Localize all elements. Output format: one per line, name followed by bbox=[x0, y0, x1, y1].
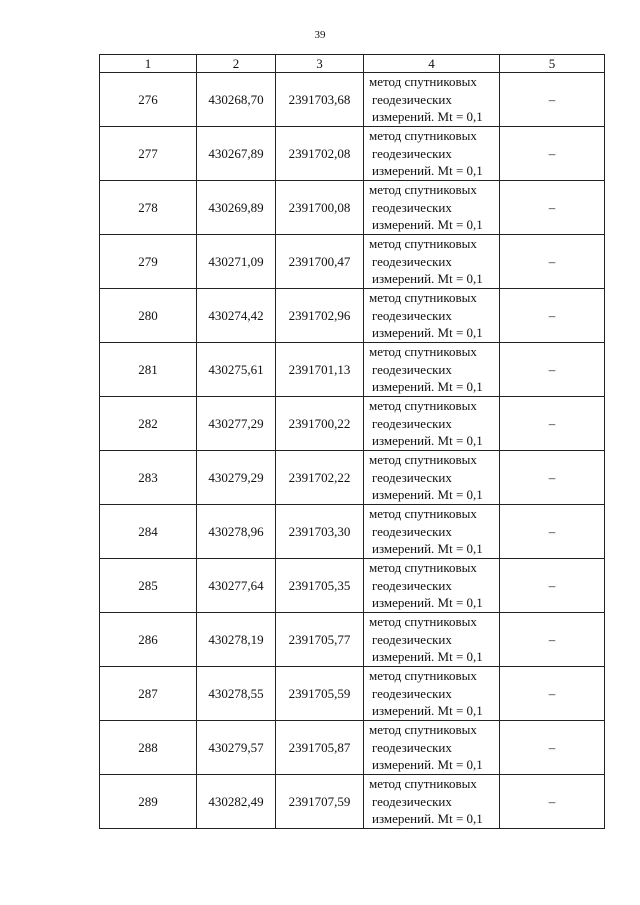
y-coordinate-cell: 2391702,08 bbox=[276, 127, 364, 181]
method-line: метод спутниковых bbox=[369, 236, 477, 252]
y-coordinate-cell: 2391705,87 bbox=[276, 721, 364, 775]
table-row bbox=[100, 73, 605, 127]
note-cell: – bbox=[500, 289, 605, 343]
column-header-1: 1 bbox=[100, 55, 197, 73]
y-coordinate-cell: 2391703,68 bbox=[276, 73, 364, 127]
x-coordinate-cell: 430282,49 bbox=[197, 775, 276, 829]
method-cell bbox=[364, 667, 500, 721]
note-cell: – bbox=[500, 721, 605, 775]
x-coordinate-cell: 430271,09 bbox=[197, 235, 276, 289]
x-coordinate-cell: 430279,29 bbox=[197, 451, 276, 505]
x-coordinate-cell: 430277,29 bbox=[197, 397, 276, 451]
method-line: геодезических bbox=[372, 253, 452, 269]
table-row bbox=[100, 559, 605, 613]
x-coordinate-cell: 430268,70 bbox=[197, 73, 276, 127]
method-line: геодезических bbox=[372, 577, 452, 593]
method-line: геодезических bbox=[372, 91, 452, 107]
table-row bbox=[100, 721, 605, 775]
y-coordinate-cell: 2391703,30 bbox=[276, 505, 364, 559]
method-line: геодезических bbox=[372, 739, 452, 755]
x-coordinate-cell: 430278,55 bbox=[197, 667, 276, 721]
method-line: геодезических bbox=[372, 361, 452, 377]
y-coordinate-cell: 2391705,59 bbox=[276, 667, 364, 721]
method-line: метод спутниковых bbox=[369, 614, 477, 630]
point-number-cell: 281 bbox=[100, 343, 197, 397]
method-cell bbox=[364, 505, 500, 559]
method-line: геодезических bbox=[372, 199, 452, 215]
x-coordinate-cell: 430275,61 bbox=[197, 343, 276, 397]
page-number: 39 bbox=[314, 29, 326, 41]
method-cell bbox=[364, 559, 500, 613]
method-line: измерений. Mt = 0,1 bbox=[372, 487, 483, 503]
note-cell: – bbox=[500, 613, 605, 667]
method-cell bbox=[364, 73, 500, 127]
method-line: измерений. Mt = 0,1 bbox=[372, 757, 483, 773]
point-number-cell: 284 bbox=[100, 505, 197, 559]
method-line: измерений. Mt = 0,1 bbox=[372, 163, 483, 179]
method-cell bbox=[364, 289, 500, 343]
point-number-cell: 288 bbox=[100, 721, 197, 775]
column-header-2: 2 bbox=[197, 55, 276, 73]
note-cell: – bbox=[500, 127, 605, 181]
method-line: геодезических bbox=[372, 523, 452, 539]
point-number-cell: 282 bbox=[100, 397, 197, 451]
table-row bbox=[100, 343, 605, 397]
note-cell: – bbox=[500, 775, 605, 829]
method-line: геодезических bbox=[372, 307, 452, 323]
method-cell bbox=[364, 181, 500, 235]
table-header-row bbox=[100, 55, 605, 73]
y-coordinate-cell: 2391702,96 bbox=[276, 289, 364, 343]
point-number-cell: 286 bbox=[100, 613, 197, 667]
method-cell bbox=[364, 721, 500, 775]
column-header-5: 5 bbox=[500, 55, 605, 73]
note-cell: – bbox=[500, 181, 605, 235]
point-number-cell: 280 bbox=[100, 289, 197, 343]
point-number-cell: 285 bbox=[100, 559, 197, 613]
method-line: метод спутниковых bbox=[369, 506, 477, 522]
coordinates-table bbox=[99, 54, 605, 829]
point-number-cell: 277 bbox=[100, 127, 197, 181]
note-cell: – bbox=[500, 667, 605, 721]
method-line: геодезических bbox=[372, 631, 452, 647]
method-line: геодезических bbox=[372, 793, 452, 809]
note-cell: – bbox=[500, 397, 605, 451]
method-cell bbox=[364, 343, 500, 397]
method-line: метод спутниковых bbox=[369, 344, 477, 360]
x-coordinate-cell: 430274,42 bbox=[197, 289, 276, 343]
method-line: измерений. Mt = 0,1 bbox=[372, 325, 483, 341]
note-cell: – bbox=[500, 559, 605, 613]
method-line: измерений. Mt = 0,1 bbox=[372, 271, 483, 287]
method-line: измерений. Mt = 0,1 bbox=[372, 541, 483, 557]
table-row bbox=[100, 775, 605, 829]
table-row bbox=[100, 235, 605, 289]
table-row bbox=[100, 451, 605, 505]
table-row bbox=[100, 127, 605, 181]
method-line: метод спутниковых bbox=[369, 668, 477, 684]
y-coordinate-cell: 2391700,08 bbox=[276, 181, 364, 235]
method-line: измерений. Mt = 0,1 bbox=[372, 703, 483, 719]
table-row bbox=[100, 289, 605, 343]
x-coordinate-cell: 430269,89 bbox=[197, 181, 276, 235]
y-coordinate-cell: 2391705,77 bbox=[276, 613, 364, 667]
method-line: метод спутниковых bbox=[369, 452, 477, 468]
method-cell bbox=[364, 775, 500, 829]
y-coordinate-cell: 2391700,47 bbox=[276, 235, 364, 289]
table-row bbox=[100, 397, 605, 451]
method-line: измерений. Mt = 0,1 bbox=[372, 649, 483, 665]
y-coordinate-cell: 2391700,22 bbox=[276, 397, 364, 451]
x-coordinate-cell: 430278,19 bbox=[197, 613, 276, 667]
method-line: измерений. Mt = 0,1 bbox=[372, 217, 483, 233]
method-cell bbox=[364, 397, 500, 451]
method-line: метод спутниковых bbox=[369, 182, 477, 198]
point-number-cell: 289 bbox=[100, 775, 197, 829]
column-header-4: 4 bbox=[364, 55, 500, 73]
table-row bbox=[100, 181, 605, 235]
table-row bbox=[100, 505, 605, 559]
note-cell: – bbox=[500, 343, 605, 397]
point-number-cell: 283 bbox=[100, 451, 197, 505]
method-line: метод спутниковых bbox=[369, 776, 477, 792]
method-line: измерений. Mt = 0,1 bbox=[372, 379, 483, 395]
method-cell bbox=[364, 613, 500, 667]
method-line: геодезических bbox=[372, 469, 452, 485]
x-coordinate-cell: 430277,64 bbox=[197, 559, 276, 613]
y-coordinate-cell: 2391701,13 bbox=[276, 343, 364, 397]
method-line: геодезических bbox=[372, 145, 452, 161]
y-coordinate-cell: 2391705,35 bbox=[276, 559, 364, 613]
note-cell: – bbox=[500, 505, 605, 559]
method-line: измерений. Mt = 0,1 bbox=[372, 109, 483, 125]
method-line: измерений. Mt = 0,1 bbox=[372, 433, 483, 449]
point-number-cell: 276 bbox=[100, 73, 197, 127]
note-cell: – bbox=[500, 73, 605, 127]
y-coordinate-cell: 2391702,22 bbox=[276, 451, 364, 505]
y-coordinate-cell: 2391707,59 bbox=[276, 775, 364, 829]
x-coordinate-cell: 430267,89 bbox=[197, 127, 276, 181]
method-line: метод спутниковых bbox=[369, 722, 477, 738]
table-body bbox=[100, 73, 605, 829]
x-coordinate-cell: 430278,96 bbox=[197, 505, 276, 559]
method-line: метод спутниковых bbox=[369, 398, 477, 414]
method-line: метод спутниковых bbox=[369, 560, 477, 576]
method-line: метод спутниковых bbox=[369, 290, 477, 306]
method-cell bbox=[364, 127, 500, 181]
method-line: метод спутниковых bbox=[369, 128, 477, 144]
table-row bbox=[100, 667, 605, 721]
point-number-cell: 287 bbox=[100, 667, 197, 721]
method-cell bbox=[364, 451, 500, 505]
method-line: геодезических bbox=[372, 685, 452, 701]
x-coordinate-cell: 430279,57 bbox=[197, 721, 276, 775]
note-cell: – bbox=[500, 235, 605, 289]
column-header-3: 3 bbox=[276, 55, 364, 73]
method-line: геодезических bbox=[372, 415, 452, 431]
method-line: измерений. Mt = 0,1 bbox=[372, 811, 483, 827]
table-row bbox=[100, 613, 605, 667]
note-cell: – bbox=[500, 451, 605, 505]
method-line: метод спутниковых bbox=[369, 74, 477, 90]
point-number-cell: 279 bbox=[100, 235, 197, 289]
method-line: измерений. Mt = 0,1 bbox=[372, 595, 483, 611]
point-number-cell: 278 bbox=[100, 181, 197, 235]
method-cell bbox=[364, 235, 500, 289]
